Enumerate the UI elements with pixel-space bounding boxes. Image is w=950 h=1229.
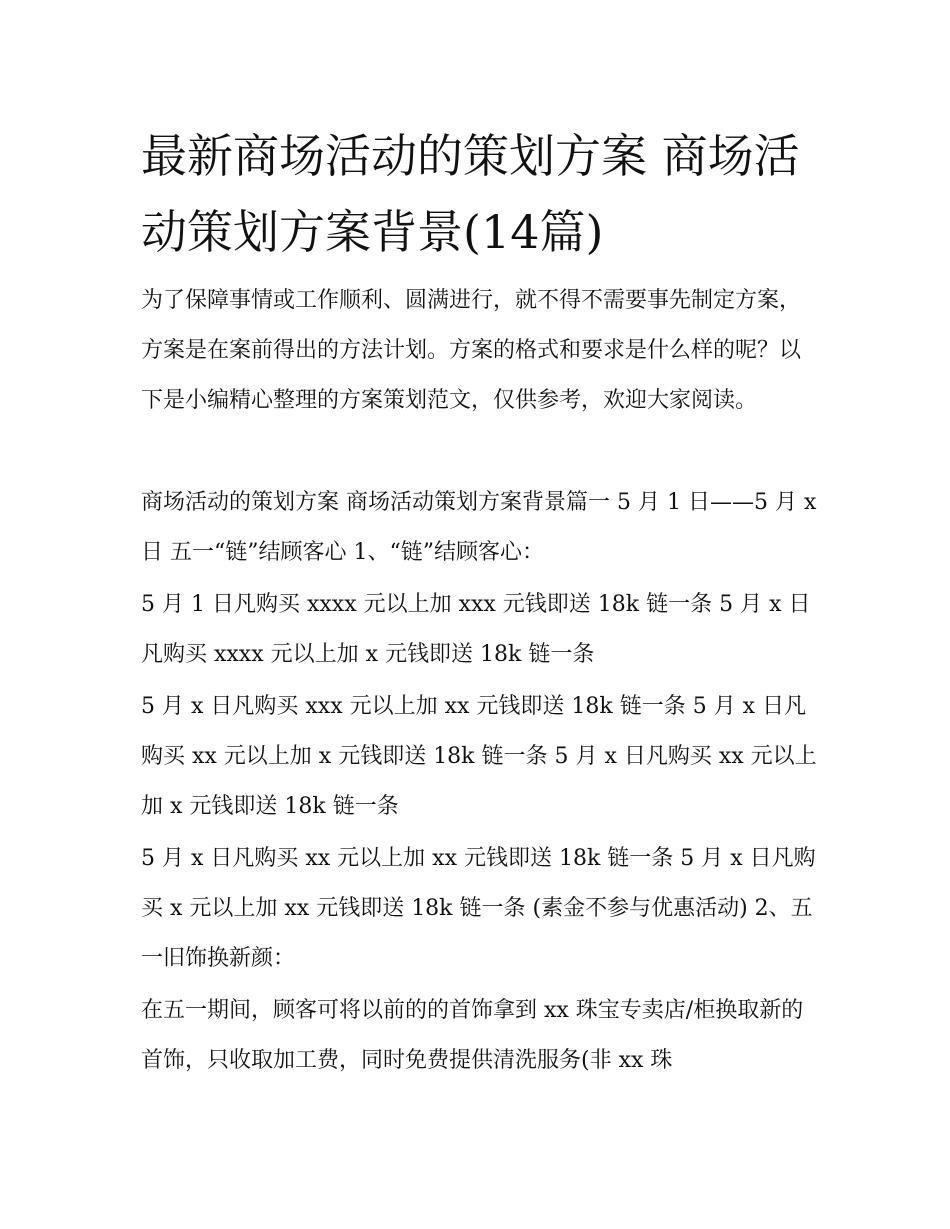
document-title: 最新商场活动的策划方案 商场活动策划方案背景(14篇) <box>141 129 800 259</box>
paragraph-intro: 为了保障事情或工作顺利、圆满进行，就不得不需要事先制定方案，方案是在案前得出的方法计划。方案的格式和要求是什么样的呢？以下是小编精心整理的方案策划范文，仅供参考，欢迎大家阅读。 <box>141 288 802 413</box>
paragraph-plan-heading: 商场活动的策划方案 商场活动策划方案背景篇一 5 月 1 日——5 月 x 日 五一“链”结顾客心 1、“链”结顾客心： <box>141 490 817 565</box>
paragraph-exchange: 在五一期间，顾客可将以前的的首饰拿到 xx 珠宝专卖店/柜换取新的首饰，只收取加工费，同时免费提供清洗服务(非 xx 珠 <box>141 998 804 1073</box>
paragraph-offer-3: 5 月 x 日凡购买 xx 元以上加 xx 元钱即送 18k 链一条 5 月 x 日凡购买 x 元以上加 xx 元钱即送 18k 链一条 (素金不参与优惠活动) 2、五一旧饰换新颜： <box>141 846 816 971</box>
paragraph-offer-1: 5 月 1 日凡购买 xxxx 元以上加 xxx 元钱即送 18k 链一条 5 月 x 日凡购买 xxxx 元以上加 x 元钱即送 18k 链一条 <box>141 592 811 667</box>
paragraph-offer-2: 5 月 x 日凡购买 xxx 元以上加 xx 元钱即送 18k 链一条 5 月 x 日凡购买 xx 元以上加 x 元钱即送 18k 链一条 5 月 x 日凡购买 xx 元以上加 x 元钱即送 18k 链一条 <box>141 694 817 819</box>
